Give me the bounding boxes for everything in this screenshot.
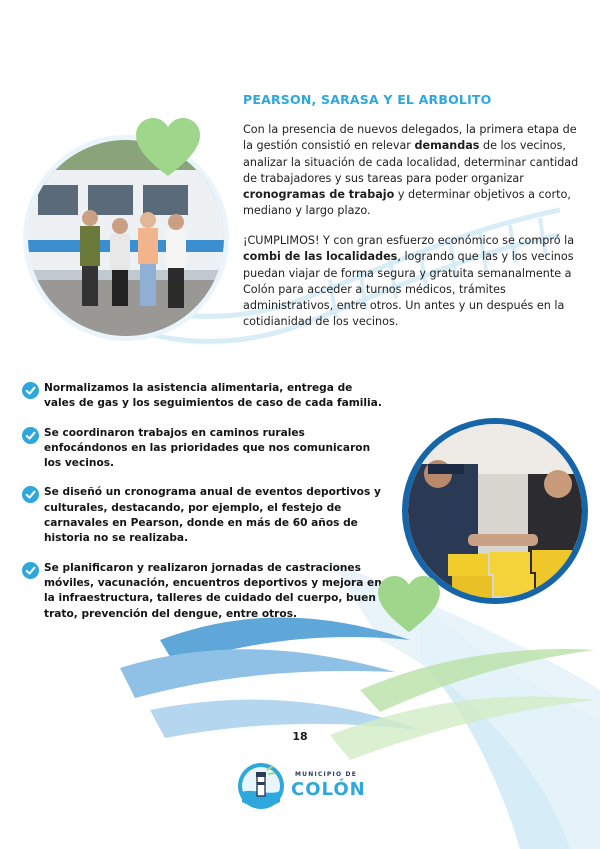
- achievements-list: [22, 381, 382, 636]
- check-circle-icon: [22, 427, 39, 444]
- page-number: 18: [292, 730, 308, 743]
- logo-subtitle: MUNICIPIO DE: [295, 771, 358, 778]
- list-item: Se coordinaron trabajos en caminos rurales enfocándonos en las prioridades que nos comunicaron los vecinos.: [22, 426, 382, 472]
- intro-paragraph-2: ¡CUMPLIMOS! Y con gran esfuerzo económico se compró la combi de las localidades, logrando que las y los vecinos puedan viajar de forma segura y gratuita semanalmente a Colón para acceder a turnos médicos, trámites administrativos, entre otros. Un antes y un después en la cotidianidad de los vecinos.: [243, 234, 575, 329]
- heart-icon: [376, 576, 442, 634]
- list-item: Normalizamos la asistencia alimentaria, entrega de vales de gas y los seguimientos de caso de cada familia.: [22, 381, 382, 412]
- intro-paragraph-1: Con la presencia de nuevos delegados, la primera etapa de la gestión consistió en relevar demandas de los vecinos, analizar la situación de cada localidad, determinar cantidad de trabajadores y sus tareas para poder organizar cronogramas de trabajo y determinar objetivos a corto, mediano y largo plazo.: [243, 123, 579, 218]
- check-circle-icon: [22, 562, 39, 579]
- list-item: Se diseñó un cronograma anual de eventos deportivos y culturales, destacando, por ejemplo, el festejo de carnavales en Pearson, donde en más de 60 años de historia no se realizaba.: [22, 485, 382, 546]
- logo-title: COLÓN: [291, 779, 366, 800]
- check-circle-icon: [22, 486, 39, 503]
- municipio-colon-logo: [237, 762, 377, 810]
- heart-icon: [134, 118, 202, 178]
- section-heading: PEARSON, SARASA Y EL ARBOLITO: [243, 92, 492, 107]
- list-item: Se planificaron y realizaron jornadas de castraciones móviles, vacunación, encuentros deportivos y mejora en la infraestructura, talleres de cuidado del cuerpo, buen trato, prevención del dengue, entre otros.: [22, 561, 382, 622]
- check-circle-icon: [22, 382, 39, 399]
- lighthouse-emblem-icon: [237, 762, 285, 810]
